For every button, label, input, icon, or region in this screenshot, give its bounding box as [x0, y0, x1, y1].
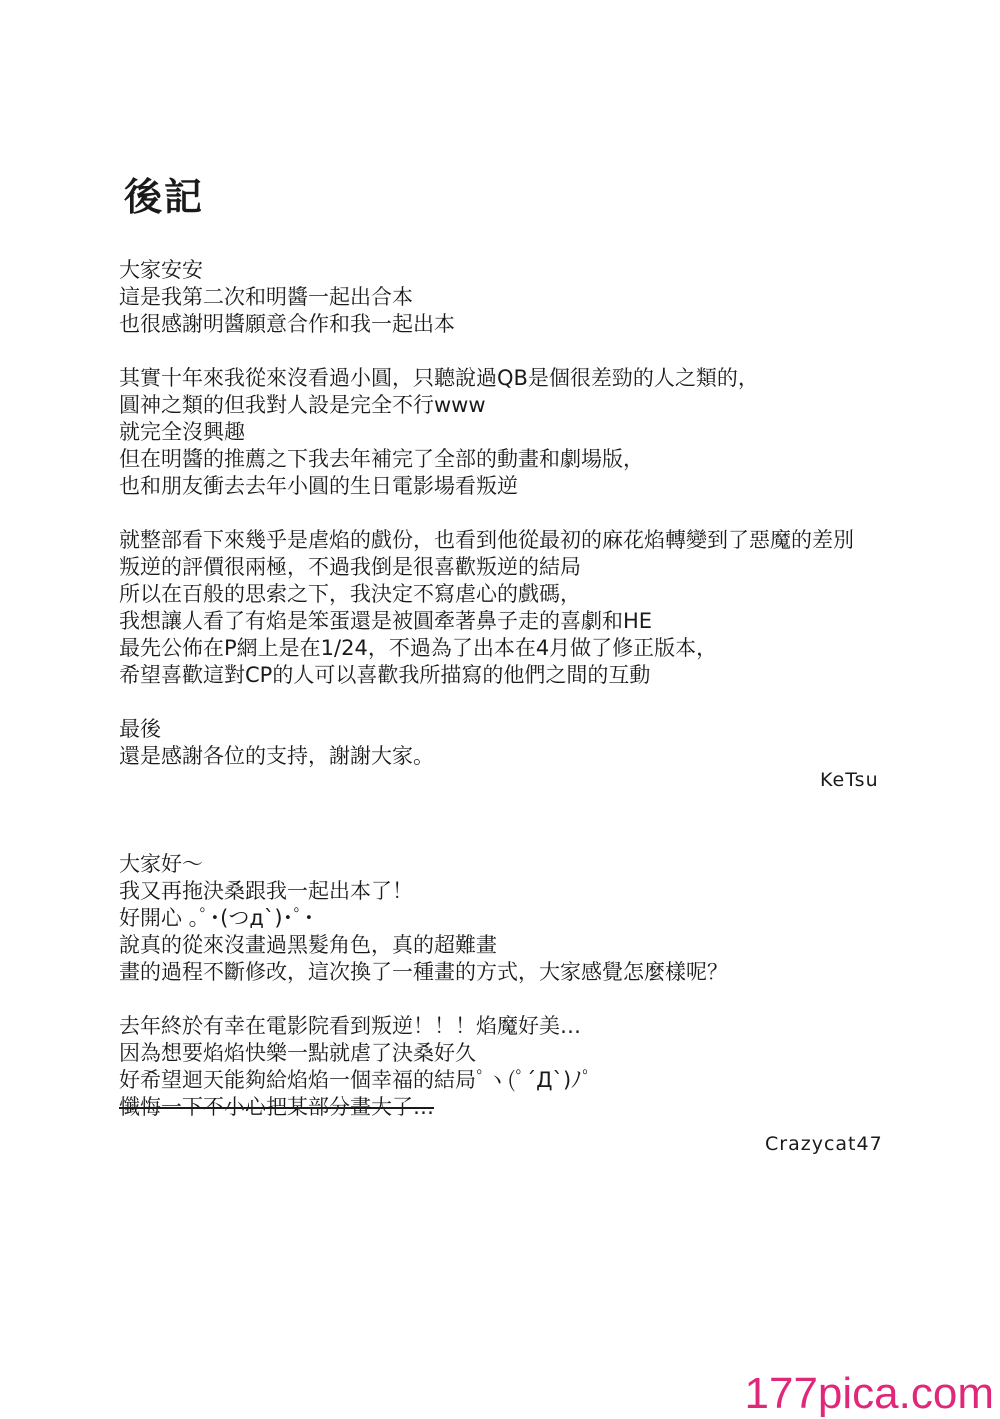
text-line: 我又再拖決桑跟我一起出本了！ — [119, 879, 413, 903]
text-line: 其實十年來我從來沒看過小圓，只聽說過QB是個很差勁的人之類的， — [119, 366, 759, 390]
ketsu-para-1 — [119, 257, 854, 338]
text-line: 還是感謝各位的支持，謝謝大家。 — [119, 744, 434, 768]
ketsu-signature: KeTsu — [820, 769, 879, 791]
text-line: 大家好～ — [119, 852, 203, 876]
text-line: 但在明醬的推薦之下我去年補完了全部的動畫和劇場版， — [119, 447, 644, 471]
text-line: 好希望迴天能夠給焰焰一個幸福的結局ﾟヽ(ﾟ´Д`)ﾉﾟ — [119, 1068, 593, 1092]
text-line: 說真的從來沒畫過黑髮角色，真的超難畫 — [119, 933, 497, 957]
crazycat-para-1 — [119, 851, 728, 986]
text-line: 希望喜歡這對CP的人可以喜歡我所描寫的他們之間的互動 — [119, 663, 651, 687]
text-line: 圓神之類的但我對人設是完全不行www — [119, 393, 486, 417]
text-line: 所以在百般的思索之下，我決定不寫虐心的戲碼， — [119, 582, 581, 606]
text-line: 也和朋友衝去去年小圓的生日電影場看叛逆 — [119, 474, 518, 498]
ketsu-para-4 — [119, 716, 854, 770]
text-line: 我想讓人看了有焰是笨蛋還是被圓牽著鼻子走的喜劇和HE — [119, 609, 653, 633]
site-watermark: 177pica.com — [744, 1369, 994, 1418]
text-line: 最先公佈在P網上是在1/24，不過為了出本在4月做了修正版本， — [119, 636, 718, 660]
text-line: 就整部看下來幾乎是虐焰的戲份，也看到他從最初的麻花焰轉變到了惡魔的差別 — [119, 528, 854, 552]
crazycat-note — [119, 851, 728, 1121]
ketsu-para-3 — [119, 527, 854, 689]
struck-text-line: 懺悔一下不小心把某部分畫大了… — [119, 1095, 434, 1119]
text-line: 叛逆的評價很兩極，不過我倒是很喜歡叛逆的結局 — [119, 555, 581, 579]
crazycat-signature: Crazycat47 — [765, 1133, 883, 1155]
text-line: 去年終於有幸在電影院看到叛逆！！！焰魔好美… — [119, 1014, 581, 1038]
text-line: 畫的過程不斷修改，這次換了一種畫的方式，大家感覺怎麼樣呢？ — [119, 960, 728, 984]
text-line: 因為想要焰焰快樂一點就虐了決桑好久 — [119, 1041, 476, 1065]
text-line: 就完全沒興趣 — [119, 420, 245, 444]
ketsu-para-2 — [119, 365, 854, 500]
crazycat-para-2 — [119, 1013, 728, 1121]
text-line: 這是我第二次和明醬一起出合本 — [119, 285, 413, 309]
ketsu-note — [119, 257, 854, 770]
page-title: 後記 — [124, 175, 205, 219]
text-line: 好開心 ｡ﾟ･(つд`)･ﾟ･ — [119, 906, 315, 930]
text-line: 大家安安 — [119, 258, 203, 282]
text-line: 也很感謝明醬願意合作和我一起出本 — [119, 312, 455, 336]
text-line: 最後 — [119, 717, 161, 741]
